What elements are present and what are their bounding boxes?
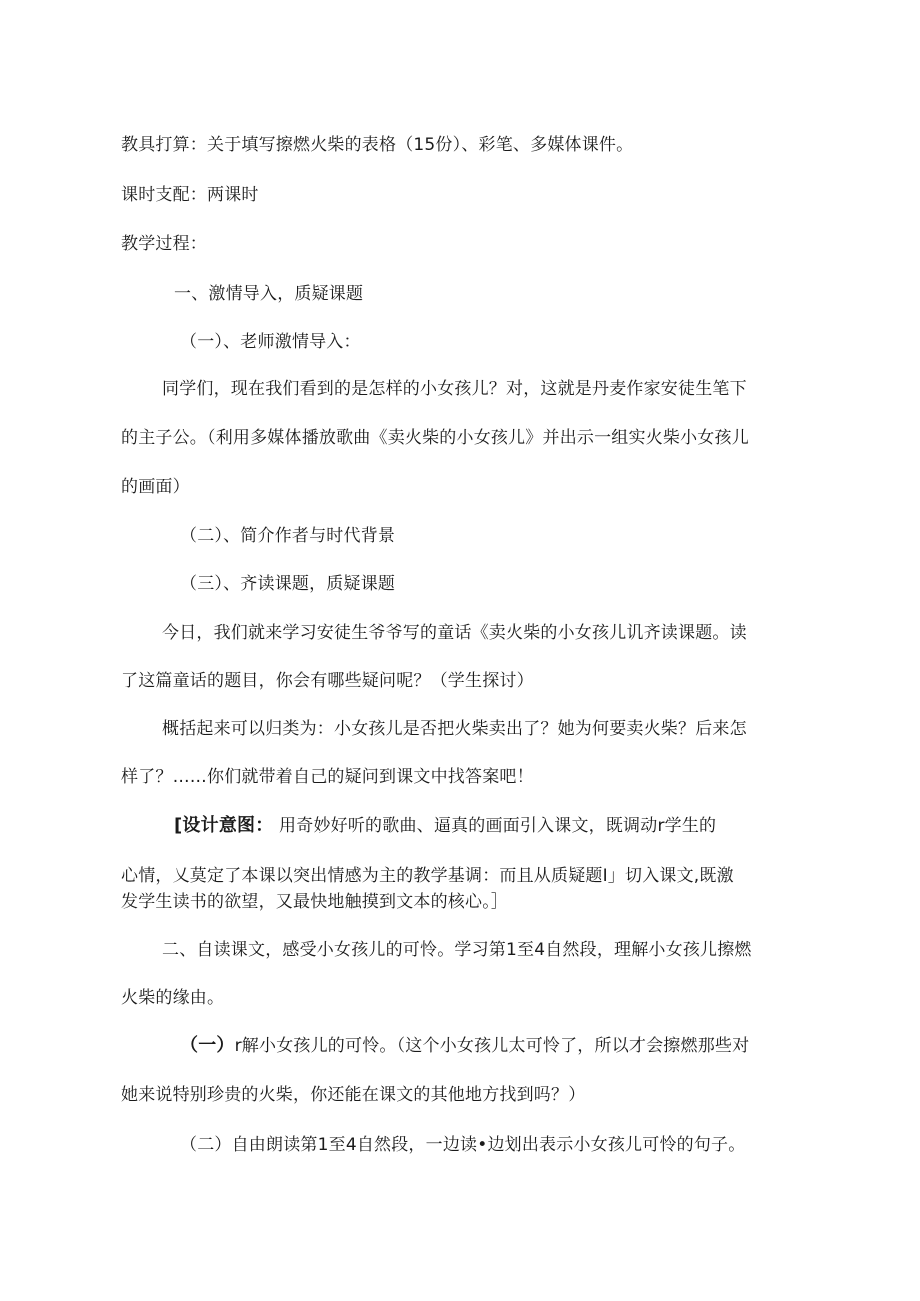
- lesson-time-line: 课时支配：两课时: [121, 185, 259, 205]
- paragraph-line: 她来说特别珍贵的火柴，你还能在课文的其他地方找到吗？）: [121, 1085, 586, 1105]
- paragraph-line: 样了？……你们就带着自己的疑问到课文中找答案吧！: [121, 767, 534, 787]
- item-two-line: （二）自由朗读第1至4自然段，一边读•边划出表示小女孩儿可怜的句子。: [180, 1135, 746, 1155]
- subsection-heading: （二）、简介作者与时代背景: [180, 526, 396, 546]
- paragraph-line: 火柴的缘由。: [121, 988, 225, 1008]
- design-intent-label: [设计意图：: [174, 815, 274, 836]
- item-one-line: [180, 1034, 749, 1058]
- paragraph-line: 今日，我们就来学习安徒生爷爷写的童话《卖火柴的小女孩儿讥齐读课题。读: [162, 623, 747, 643]
- subsection-heading: （一）、老师激情导入：: [180, 332, 361, 352]
- design-intent-text: 用奇妙好听的歌曲、逼真的画面引入课文，既调动r学生的: [279, 816, 717, 836]
- paragraph-line: 发学生读书的欲望，又最快地触摸到文本的核心。］: [121, 892, 509, 912]
- paragraph-line: 了这篇童话的题目，你会有哪些疑问呢？（学生探讨）: [121, 671, 534, 691]
- subsection-heading: （三）、齐读课题，质疑课题: [180, 574, 396, 594]
- item-one-text: r解小女孩儿的可怜。（这个小女孩儿太可怜了，所以才会擦燃那些对: [234, 1036, 750, 1056]
- item-one-label: （一）: [180, 1035, 235, 1056]
- paragraph-line: 的画面）: [121, 477, 190, 497]
- paragraph-line: 概括起来可以归类为：小女孩儿是否把火柴卖出了？她为何要卖火柴？后来怎: [162, 719, 747, 739]
- section-two-heading: 二、自读课文，感受小女孩儿的可怜。学习第1至4自然段，理解小女孩儿擦燃: [162, 940, 752, 960]
- paragraph-line: 的主子公。（利用多媒体播放歌曲《卖火柴的小女孩儿》并出示一组实火柴小女孩儿: [121, 428, 749, 448]
- design-intent-line: [174, 814, 716, 838]
- teaching-process-heading: 教学过程：: [121, 234, 207, 254]
- teaching-tools-line: 教具打算：关于填写擦燃火柴的表格（15份）、彩笔、多媒体课件。: [121, 135, 634, 155]
- section-one-heading: 一、激情导入，质疑课题: [174, 284, 364, 304]
- paragraph-line: 心情，乂莫定了本课以突出情感为主的教学基调：而且从质疑题I」切入课文,既激: [121, 866, 734, 886]
- paragraph-line: 同学们，现在我们看到的是怎样的小女孩儿？对，这就是丹麦作家安徒生笔下: [162, 379, 747, 399]
